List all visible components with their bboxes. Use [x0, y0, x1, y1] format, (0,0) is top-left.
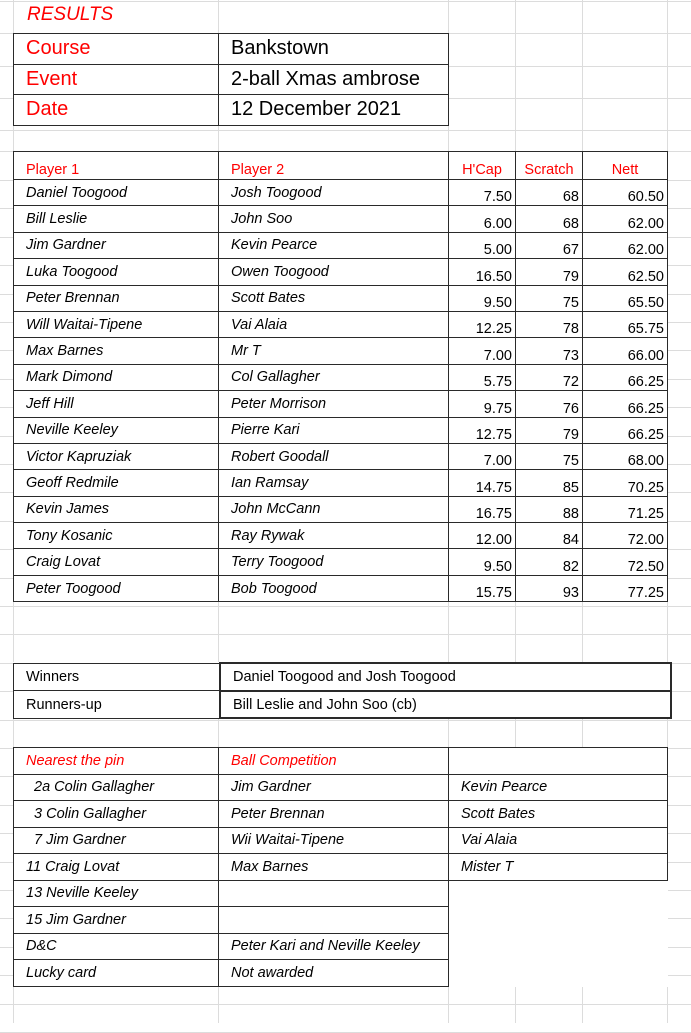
runners-up-row [14, 691, 672, 719]
result-row [14, 232, 668, 258]
player-2-cell[interactable]: Terry Toogood [219, 549, 449, 575]
player-2-cell[interactable]: Owen Toogood [219, 259, 449, 285]
header-ball-competition[interactable]: Ball Competition [219, 748, 449, 775]
scratch-cell[interactable]: 72 [516, 364, 583, 390]
hcap-cell[interactable]: 16.75 [449, 496, 516, 522]
result-row [14, 496, 668, 522]
player-1-cell[interactable]: Bill Leslie [14, 206, 219, 232]
ball-competition-cell[interactable]: Peter Kari and Neville Keeley [219, 933, 449, 960]
hcap-cell[interactable]: 5.00 [449, 232, 516, 258]
nett-cell[interactable]: 66.00 [583, 338, 668, 364]
player-1-cell[interactable]: Peter Toogood [14, 575, 219, 601]
winners-value[interactable]: Daniel Toogood and Josh Toogood [220, 663, 671, 691]
scratch-cell[interactable]: 79 [516, 417, 583, 443]
scratch-cell[interactable]: 93 [516, 575, 583, 601]
nett-cell[interactable]: 72.50 [583, 549, 668, 575]
empty-cell [449, 933, 668, 960]
winners-row [14, 663, 672, 691]
header-player-1[interactable]: Player 1 [14, 152, 219, 180]
player-2-cell[interactable]: Mr T [219, 338, 449, 364]
awards-table [13, 662, 672, 719]
header-scratch[interactable]: Scratch [516, 152, 583, 180]
nett-cell[interactable]: 62.00 [583, 232, 668, 258]
scratch-cell[interactable]: 75 [516, 285, 583, 311]
nett-cell[interactable]: 65.75 [583, 311, 668, 337]
hcap-cell[interactable]: 7.00 [449, 338, 516, 364]
result-row [14, 364, 668, 390]
player-2-cell[interactable]: Josh Toogood [219, 180, 449, 206]
prize-row [14, 880, 668, 907]
nett-cell[interactable]: 70.25 [583, 470, 668, 496]
player-1-cell[interactable]: Luka Toogood [14, 259, 219, 285]
ball-competition-cell[interactable]: Jim Gardner [219, 774, 449, 801]
results-header-row [14, 152, 668, 180]
event-info-table [13, 33, 449, 126]
info-row-event [14, 64, 449, 95]
hcap-cell[interactable]: 9.50 [449, 285, 516, 311]
player-1-cell[interactable]: Daniel Toogood [14, 180, 219, 206]
header-nearest-the-pin[interactable]: Nearest the pin [14, 748, 219, 775]
hcap-cell[interactable]: 9.50 [449, 549, 516, 575]
result-row [14, 575, 668, 601]
empty-cell [449, 960, 668, 987]
scratch-cell[interactable]: 68 [516, 180, 583, 206]
nearest-the-pin-cell[interactable]: Lucky card [14, 960, 219, 987]
header-ball-competition-2[interactable] [449, 748, 668, 775]
player-1-cell[interactable]: Max Barnes [14, 338, 219, 364]
hcap-cell[interactable]: 9.75 [449, 391, 516, 417]
runners-up-value[interactable]: Bill Leslie and John Soo (cb) [220, 691, 671, 719]
player-1-cell[interactable]: Geoff Redmile [14, 470, 219, 496]
player-1-cell[interactable]: Neville Keeley [14, 417, 219, 443]
nett-cell[interactable]: 68.00 [583, 443, 668, 469]
result-row [14, 523, 668, 549]
results-table [13, 151, 668, 602]
result-row [14, 338, 668, 364]
info-value[interactable]: Bankstown [219, 34, 449, 65]
result-row [14, 417, 668, 443]
gridline-horizontal [0, 720, 691, 721]
scratch-cell[interactable]: 73 [516, 338, 583, 364]
result-row [14, 549, 668, 575]
player-1-cell[interactable]: Kevin James [14, 496, 219, 522]
nearest-the-pin-cell[interactable]: 15 Jim Gardner [14, 907, 219, 934]
empty-cell [449, 907, 668, 934]
prize-row [14, 827, 668, 854]
result-row [14, 391, 668, 417]
player-1-cell[interactable]: Peter Brennan [14, 285, 219, 311]
player-2-cell[interactable]: Peter Morrison [219, 391, 449, 417]
nearest-the-pin-cell[interactable]: 13 Neville Keeley [14, 880, 219, 907]
gridline-horizontal [0, 606, 691, 607]
nearest-the-pin-cell[interactable]: 3 Colin Gallagher [14, 801, 219, 828]
player-2-cell[interactable]: Vai Alaia [219, 311, 449, 337]
ball-competition-cell[interactable] [219, 880, 449, 907]
ball-competition-cell[interactable]: Max Barnes [219, 854, 449, 881]
hcap-cell[interactable]: 16.50 [449, 259, 516, 285]
ball-competition-cell-2[interactable]: Kevin Pearce [449, 774, 668, 801]
ball-competition-cell[interactable]: Peter Brennan [219, 801, 449, 828]
ball-competition-cell-2[interactable]: Scott Bates [449, 801, 668, 828]
ball-competition-cell-2[interactable]: Mister T [449, 854, 668, 881]
player-2-cell[interactable]: Col Gallagher [219, 364, 449, 390]
result-row [14, 259, 668, 285]
winners-label[interactable]: Winners [14, 663, 221, 691]
nett-cell[interactable]: 62.50 [583, 259, 668, 285]
result-row [14, 470, 668, 496]
prize-row [14, 907, 668, 934]
info-label[interactable]: Event [14, 64, 219, 95]
gridline-horizontal [0, 1, 691, 2]
hcap-cell[interactable]: 12.00 [449, 523, 516, 549]
scratch-cell[interactable]: 68 [516, 206, 583, 232]
scratch-cell[interactable]: 82 [516, 549, 583, 575]
nearest-the-pin-cell[interactable]: 7 Jim Gardner [14, 827, 219, 854]
hcap-cell[interactable]: 7.00 [449, 443, 516, 469]
prize-row [14, 960, 668, 987]
header-nett[interactable]: Nett [583, 152, 668, 180]
prize-row [14, 933, 668, 960]
gridline-horizontal [0, 634, 691, 635]
scratch-cell[interactable]: 79 [516, 259, 583, 285]
gridline-horizontal [0, 1004, 691, 1005]
nett-cell[interactable]: 77.25 [583, 575, 668, 601]
prizes-table [13, 747, 668, 987]
nett-cell[interactable]: 66.25 [583, 417, 668, 443]
hcap-cell[interactable]: 5.75 [449, 364, 516, 390]
scratch-cell[interactable]: 85 [516, 470, 583, 496]
info-label[interactable]: Course [14, 34, 219, 65]
result-row [14, 206, 668, 232]
ball-competition-cell[interactable]: Not awarded [219, 960, 449, 987]
player-1-cell[interactable]: Tony Kosanic [14, 523, 219, 549]
result-row [14, 180, 668, 206]
prizes-header-row [14, 748, 668, 775]
nett-cell[interactable]: 66.25 [583, 391, 668, 417]
scratch-cell[interactable]: 84 [516, 523, 583, 549]
nett-cell[interactable]: 60.50 [583, 180, 668, 206]
prize-row [14, 774, 668, 801]
scratch-cell[interactable]: 76 [516, 391, 583, 417]
info-value[interactable]: 12 December 2021 [219, 95, 449, 126]
info-value[interactable]: 2-ball Xmas ambrose [219, 64, 449, 95]
ball-competition-cell[interactable] [219, 907, 449, 934]
scratch-cell[interactable]: 67 [516, 232, 583, 258]
results-title: RESULTS [27, 4, 114, 25]
player-1-cell[interactable]: Victor Kapruziak [14, 443, 219, 469]
player-2-cell[interactable]: Kevin Pearce [219, 232, 449, 258]
nearest-the-pin-cell[interactable]: 2a Colin Gallagher [14, 774, 219, 801]
nett-cell[interactable]: 66.25 [583, 364, 668, 390]
player-2-cell[interactable]: Ian Ramsay [219, 470, 449, 496]
header-player-2[interactable]: Player 2 [219, 152, 449, 180]
nett-cell[interactable]: 62.00 [583, 206, 668, 232]
info-row-course [14, 34, 449, 65]
ball-competition-cell-2[interactable]: Vai Alaia [449, 827, 668, 854]
gridline-horizontal [0, 130, 691, 131]
scratch-cell[interactable]: 75 [516, 443, 583, 469]
player-2-cell[interactable]: Ray Rywak [219, 523, 449, 549]
nett-cell[interactable]: 71.25 [583, 496, 668, 522]
result-row [14, 285, 668, 311]
player-1-cell[interactable]: Will Waitai-Tipene [14, 311, 219, 337]
hcap-cell[interactable]: 12.25 [449, 311, 516, 337]
nett-cell[interactable]: 65.50 [583, 285, 668, 311]
prize-row [14, 801, 668, 828]
header-hcap[interactable]: H'Cap [449, 152, 516, 180]
player-1-cell[interactable]: Mark Dimond [14, 364, 219, 390]
player-2-cell[interactable]: Pierre Kari [219, 417, 449, 443]
ball-competition-cell[interactable]: Wii Waitai-Tipene [219, 827, 449, 854]
runners-up-label[interactable]: Runners-up [14, 691, 221, 719]
prize-row [14, 854, 668, 881]
info-row-date [14, 95, 449, 126]
info-label[interactable]: Date [14, 95, 219, 126]
hcap-cell[interactable]: 12.75 [449, 417, 516, 443]
hcap-cell[interactable]: 7.50 [449, 180, 516, 206]
result-row [14, 443, 668, 469]
scratch-cell[interactable]: 78 [516, 311, 583, 337]
player-2-cell[interactable]: Bob Toogood [219, 575, 449, 601]
nett-cell[interactable]: 72.00 [583, 523, 668, 549]
player-1-cell[interactable]: Jim Gardner [14, 232, 219, 258]
player-2-cell[interactable]: John Soo [219, 206, 449, 232]
player-2-cell[interactable]: John McCann [219, 496, 449, 522]
nearest-the-pin-cell[interactable]: 11 Craig Lovat [14, 854, 219, 881]
hcap-cell[interactable]: 14.75 [449, 470, 516, 496]
nearest-the-pin-cell[interactable]: D&C [14, 933, 219, 960]
player-1-cell[interactable]: Craig Lovat [14, 549, 219, 575]
scratch-cell[interactable]: 88 [516, 496, 583, 522]
empty-cell [449, 880, 668, 907]
hcap-cell[interactable]: 6.00 [449, 206, 516, 232]
player-2-cell[interactable]: Robert Goodall [219, 443, 449, 469]
player-1-cell[interactable]: Jeff Hill [14, 391, 219, 417]
result-row [14, 311, 668, 337]
hcap-cell[interactable]: 15.75 [449, 575, 516, 601]
player-2-cell[interactable]: Scott Bates [219, 285, 449, 311]
